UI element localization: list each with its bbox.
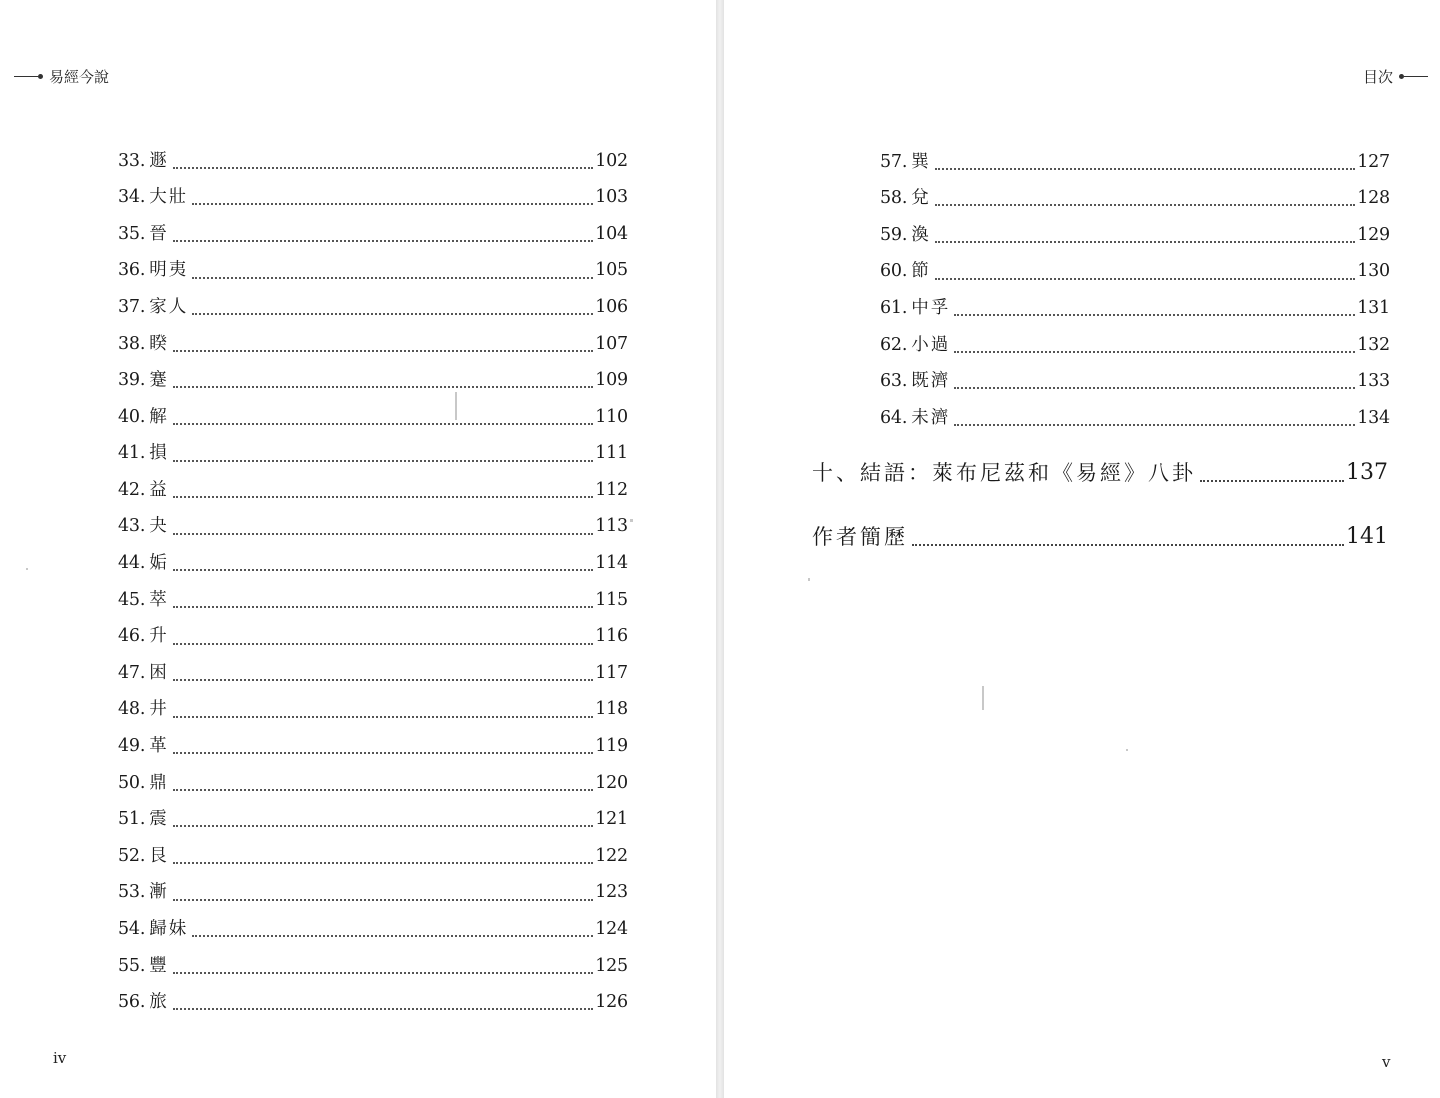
entry-number: 58.: [880, 188, 908, 209]
running-head-right: [1363, 66, 1428, 86]
toc-entry[interactable]: [118, 985, 628, 1022]
entry-number: 55.: [118, 955, 146, 976]
dot-leader: [173, 715, 593, 718]
right-page: [724, 0, 1440, 1098]
entry-number: 47.: [118, 662, 146, 683]
toc-entry[interactable]: [880, 400, 1390, 437]
entry-title: 解: [149, 406, 169, 427]
entry-number: 42.: [118, 479, 146, 500]
header-rule: [1404, 76, 1428, 77]
toc-entry[interactable]: [118, 253, 628, 290]
toc-list-left: [118, 143, 628, 1021]
entry-number: 45.: [118, 589, 146, 610]
entry-number: 44.: [118, 553, 146, 574]
entry-page-number: 131: [1357, 297, 1390, 318]
entry-page-number: 115: [595, 589, 628, 610]
entry-number: 41.: [118, 443, 146, 464]
dot-leader: [173, 349, 593, 352]
toc-entry[interactable]: [118, 326, 628, 363]
entry-title: 晉: [149, 223, 169, 244]
toc-entry[interactable]: [118, 216, 628, 253]
entry-number: 36.: [118, 260, 146, 281]
entry-title: 鼎: [149, 772, 169, 793]
toc-entry[interactable]: [118, 948, 628, 985]
entry-title: 小過: [911, 334, 951, 355]
dot-leader: [912, 543, 1344, 546]
toc-list-right: [880, 144, 1390, 437]
toc-entry[interactable]: [118, 619, 628, 656]
toc-entry[interactable]: [118, 838, 628, 875]
dot-leader: [173, 385, 593, 388]
dot-leader: [173, 495, 593, 498]
scan-speck: [982, 686, 984, 710]
toc-entry[interactable]: [118, 546, 628, 583]
toc-entry[interactable]: [880, 364, 1390, 401]
entry-title: 家人: [149, 296, 189, 317]
entry-title: 巽: [911, 151, 931, 172]
entry-page-number: 117: [595, 662, 628, 683]
entry-title: 井: [149, 699, 169, 720]
entry-title: 益: [149, 479, 169, 500]
entry-number: 61.: [880, 297, 908, 318]
toc-entry[interactable]: [880, 327, 1390, 364]
toc-entry[interactable]: [118, 399, 628, 436]
entry-page-number: 128: [1357, 188, 1390, 209]
entry-number: 60.: [880, 261, 908, 282]
toc-entry[interactable]: [880, 290, 1390, 327]
entry-number: 39.: [118, 370, 146, 391]
chapter-title: 十、結語：萊布尼茲和《易經》八卦: [812, 460, 1196, 485]
entry-number: 50.: [118, 772, 146, 793]
dot-leader: [935, 203, 1355, 206]
dot-leader: [173, 459, 593, 462]
dot-leader: [173, 971, 593, 974]
entry-number: 34.: [118, 187, 146, 208]
entry-page-number: 110: [595, 406, 628, 427]
entry-title: 革: [149, 736, 169, 757]
dot-leader: [173, 1007, 593, 1010]
entry-page-number: 106: [595, 296, 628, 317]
dot-leader: [173, 642, 593, 645]
toc-entry[interactable]: [118, 875, 628, 912]
left-page: [0, 0, 716, 1098]
entry-number: 48.: [118, 699, 146, 720]
entry-number: 40.: [118, 406, 146, 427]
entry-title: 遯: [149, 150, 169, 171]
toc-entry[interactable]: [118, 509, 628, 546]
dot-leader: [935, 167, 1355, 170]
dot-leader: [954, 350, 1355, 353]
entry-page-number: 112: [595, 479, 628, 500]
dot-leader: [192, 202, 593, 205]
entry-number: 63.: [880, 371, 908, 392]
dot-leader: [173, 678, 593, 681]
running-head-title: 目次: [1362, 67, 1393, 86]
entry-number: 51.: [118, 809, 146, 830]
entry-number: 46.: [118, 626, 146, 647]
entry-title: 震: [149, 809, 169, 830]
entry-page-number: 119: [595, 736, 628, 757]
entry-number: 62.: [880, 334, 908, 355]
entry-page-number: 107: [595, 333, 628, 354]
scan-speck: [1126, 749, 1128, 751]
toc-entry[interactable]: [118, 911, 628, 948]
dot-leader: [173, 239, 593, 242]
dot-leader: [173, 824, 593, 827]
toc-entry[interactable]: [118, 289, 628, 326]
entry-page-number: 132: [1357, 334, 1390, 355]
entry-page-number: 111: [595, 443, 628, 464]
dot-leader: [192, 312, 593, 315]
dot-leader: [935, 240, 1355, 243]
entry-number: 38.: [118, 333, 146, 354]
entry-title: 歸妹: [149, 919, 189, 940]
entry-number: 57.: [880, 151, 908, 172]
dot-leader: [173, 166, 593, 169]
entry-title: 睽: [149, 333, 169, 354]
entry-page-number: 127: [1357, 151, 1390, 172]
chapter-title: 作者簡歷: [812, 524, 908, 549]
entry-title: 旅: [149, 992, 169, 1013]
scan-speck: [808, 578, 810, 581]
entry-number: 43.: [118, 516, 146, 537]
toc-entry[interactable]: [118, 655, 628, 692]
entry-title: 渙: [911, 224, 931, 245]
entry-title: 蹇: [149, 370, 169, 391]
dot-leader: [192, 276, 593, 279]
scan-speck: [455, 392, 457, 420]
entry-title: 明夷: [149, 260, 189, 281]
entry-page-number: 133: [1357, 371, 1390, 392]
entry-page-number: 121: [595, 809, 628, 830]
dot-leader: [173, 751, 593, 754]
entry-title: 既濟: [911, 371, 951, 392]
entry-number: 33.: [118, 150, 146, 171]
toc-entry[interactable]: [118, 802, 628, 839]
toc-entry[interactable]: [118, 472, 628, 509]
entry-page-number: 124: [595, 919, 628, 940]
entry-number: 56.: [118, 992, 146, 1013]
entry-number: 35.: [118, 223, 146, 244]
entry-page-number: 125: [595, 955, 628, 976]
dot-leader: [954, 313, 1355, 316]
entry-title: 節: [911, 261, 931, 282]
entry-number: 52.: [118, 845, 146, 866]
entry-page-number: 122: [595, 845, 628, 866]
running-head-left: [14, 66, 109, 86]
entry-title: 姤: [149, 553, 169, 574]
entry-title: 萃: [149, 589, 169, 610]
entry-page-number: 130: [1357, 261, 1390, 282]
toc-entry[interactable]: [118, 143, 628, 180]
entry-title: 未濟: [911, 407, 951, 428]
entry-number: 64.: [880, 407, 908, 428]
toc-entry[interactable]: [118, 729, 628, 766]
entry-title: 艮: [149, 845, 169, 866]
entry-page-number: 109: [595, 370, 628, 391]
entry-number: 49.: [118, 736, 146, 757]
toc-chapter-conclusion[interactable]: [812, 462, 1388, 484]
toc-entry[interactable]: [118, 765, 628, 802]
chapter-page-number: 137: [1346, 460, 1388, 485]
entry-page-number: 123: [595, 882, 628, 903]
entry-page-number: 129: [1357, 224, 1390, 245]
entry-page-number: 114: [595, 553, 628, 574]
entry-title: 漸: [149, 882, 169, 903]
entry-page-number: 118: [595, 699, 628, 720]
chapter-page-number: 141: [1346, 524, 1388, 549]
entry-title: 困: [149, 662, 169, 683]
page-number-right: v: [1382, 1053, 1391, 1071]
entry-number: 59.: [880, 224, 908, 245]
entry-title: 豐: [149, 955, 169, 976]
toc-chapter-author-bio[interactable]: [812, 526, 1388, 548]
entry-title: 損: [149, 443, 169, 464]
entry-page-number: 105: [595, 260, 628, 281]
dot-leader: [954, 423, 1355, 426]
entry-page-number: 104: [595, 223, 628, 244]
running-head-title: 易經今說: [49, 67, 110, 86]
dot-leader: [173, 605, 593, 608]
toc-entry[interactable]: [118, 363, 628, 400]
entry-title: 中孚: [911, 297, 951, 318]
dot-leader: [173, 898, 593, 901]
toc-entry[interactable]: [880, 144, 1390, 181]
book-gutter: [716, 0, 724, 1098]
dot-leader: [935, 277, 1355, 280]
entry-page-number: 103: [595, 187, 628, 208]
dot-leader: [192, 934, 593, 937]
toc-entry[interactable]: [118, 692, 628, 729]
entry-number: 37.: [118, 296, 146, 317]
page-number-left: iv: [53, 1049, 67, 1067]
scan-speck: [26, 568, 28, 570]
dot-leader: [173, 861, 593, 864]
dot-leader: [954, 386, 1355, 389]
dot-leader: [173, 532, 593, 535]
toc-entry[interactable]: [880, 254, 1390, 291]
entry-page-number: 113: [595, 516, 628, 537]
toc-entry[interactable]: [880, 181, 1390, 218]
header-bullet: [38, 74, 43, 79]
entry-page-number: 126: [595, 992, 628, 1013]
entry-number: 53.: [118, 882, 146, 903]
entry-title: 大壯: [149, 187, 189, 208]
entry-title: 夬: [149, 516, 169, 537]
entry-number: 54.: [118, 919, 146, 940]
toc-entry[interactable]: [118, 436, 628, 473]
scan-speck: [630, 519, 633, 522]
entry-page-number: 134: [1357, 407, 1390, 428]
header-rule: [14, 76, 38, 77]
toc-entry[interactable]: [118, 180, 628, 217]
dot-leader: [173, 422, 593, 425]
toc-entry[interactable]: [880, 217, 1390, 254]
dot-leader: [1200, 479, 1344, 482]
entry-title: 升: [149, 626, 169, 647]
entry-page-number: 102: [595, 150, 628, 171]
entry-page-number: 120: [595, 772, 628, 793]
entry-page-number: 116: [595, 626, 628, 647]
toc-entry[interactable]: [118, 582, 628, 619]
entry-title: 兌: [911, 188, 931, 209]
dot-leader: [173, 788, 593, 791]
dot-leader: [173, 568, 593, 571]
